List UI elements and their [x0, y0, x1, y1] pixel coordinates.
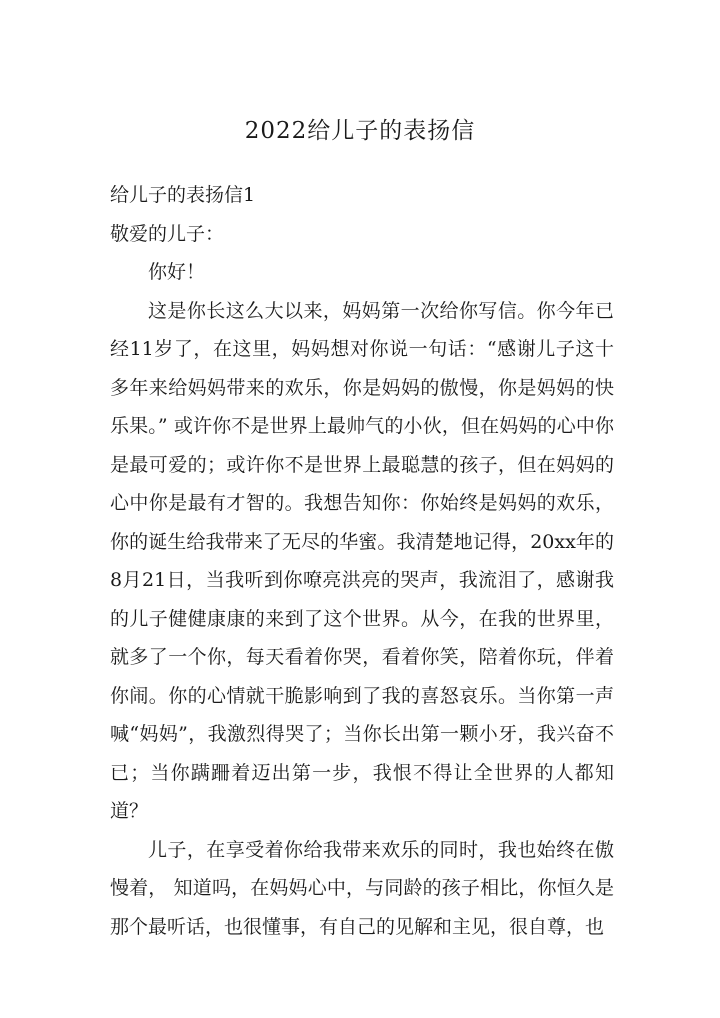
paragraph: 这是你长这么大以来，妈妈第一次给你写信。你今年已经11岁了，在这里，妈妈想对你说一句话：“感谢儿子这十多年来给妈妈带来的欢乐，你是妈妈的傲慢，你是妈妈的快乐果。” 或许你不是世界上最帅气的小伙，但在妈妈的心中你是最可爱的；或许你不是世界上最聪慧的孩子，但在妈妈的心中你是最有才智的。我想告知你：你始终是妈妈的欢乐，你的诞生给我带来了无尽的华蜜。我清楚地记得，20xx年的8月21日，当我听到你嘹亮洪亮的哭声，我流泪了，感谢我的儿子健健康康的来到了这个世界。从今，在我的世界里，就多了一个你，每天看着你哭，看着你笑，陪着你玩，伴着你闹。你的心情就干脆影响到了我的喜怒哀乐。当你第一声喊“妈妈”，我激烈得哭了；当你长出第一颗小牙，我兴奋不已；当你蹒跚着迈出第一步，我恨不得让全世界的人都知道？ [110, 299, 614, 822]
section-heading: 给儿子的表扬信1 [110, 184, 256, 206]
salutation: 敬爱的儿子： [110, 222, 225, 245]
document-title: 2022给儿子的表扬信 [244, 118, 476, 144]
greeting: 你好！ [148, 261, 206, 283]
document-body [110, 176, 614, 946]
paragraph: 儿子，在享受着你给我带来欢乐的同时，我也始终在傲慢着， 知道吗，在妈妈心中，与同龄的孩子相比，你恒久是那个最听话，也很懂事，有自己的见解和主见，很自尊，也 [110, 838, 614, 938]
